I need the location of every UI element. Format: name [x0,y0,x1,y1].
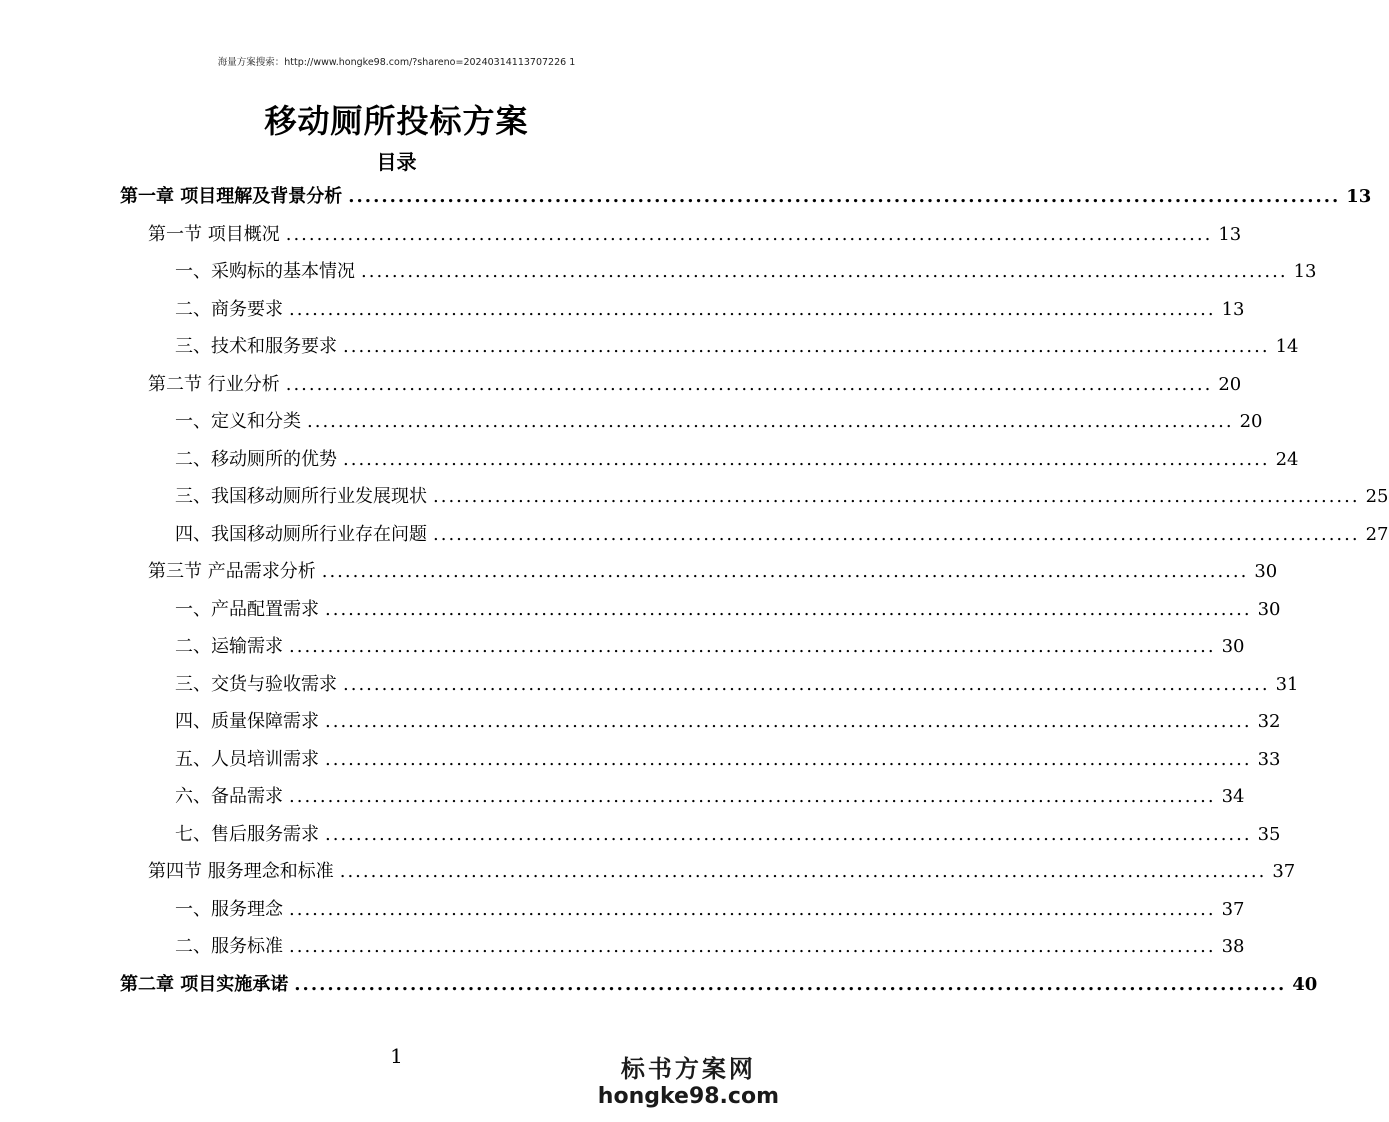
toc-entry-page: 14 [1275,336,1299,357]
toc-entry-label: 第一节 项目概况 [148,223,280,245]
toc-entry-label: 一、定义和分类 [175,411,301,432]
toc-entry-page: 13 [1218,223,1242,245]
toc-entry[interactable] [148,218,1242,252]
toc-leader-dots: ........................................................................................................................ [289,786,1216,807]
toc-entry-label: 四、我国移动厕所行业存在问题 [175,523,427,545]
toc-entry[interactable] [148,555,1278,589]
toc-entry-label: 三、交货与验收需求 [175,673,337,695]
toc-entry-page: 31 [1275,673,1299,695]
toc-entry[interactable] [175,705,1281,739]
toc-entry-page: 30 [1221,636,1245,657]
toc-entry-page: 25 [1365,486,1389,507]
toc-entry-page: 30 [1254,561,1278,582]
toc-entry[interactable] [175,330,1299,364]
toc-leader-dots: ........................................................................................................................ [325,598,1252,620]
toc-leader-dots: ........................................................................................................................ [307,411,1234,432]
toc-entry[interactable] [175,443,1299,477]
toc-entry-label: 一、采购标的基本情况 [175,261,355,282]
toc-entry[interactable] [175,743,1281,777]
toc-leader-dots: ........................................................................................................................ [285,223,1213,245]
toc-entry[interactable] [175,518,1389,552]
toc-entry[interactable] [175,255,1317,289]
toc-leader-dots: ........................................................................................................................ [343,448,1270,470]
toc-entry[interactable] [175,668,1299,702]
toc-entry-label: 二、运输需求 [175,636,283,657]
toc-leader-dots: ........................................................................................................................ [433,523,1360,545]
toc-leader-dots: ........................................................................................................................ [321,561,1249,582]
toc-entry-page: 34 [1221,786,1245,807]
toc-entry[interactable] [175,930,1245,964]
toc-leader-dots: ........................................................................................................................ [339,861,1267,882]
toc-entry-label: 二、商务要求 [175,298,283,320]
toc-entry-page: 13 [1346,186,1372,207]
toc-entry-label: 二、服务标准 [175,936,283,957]
toc-entry[interactable] [175,893,1245,927]
toc-entry-label: 第四节 服务理念和标准 [148,861,334,882]
toc-entry-label: 三、我国移动厕所行业发展现状 [175,486,427,507]
toc-entry-page: 37 [1272,861,1296,882]
toc-heading: 目录 [376,150,417,174]
toc-entry-page: 33 [1257,748,1281,770]
toc-entry-page: 13 [1221,298,1245,320]
toc-leader-dots: ........................................................................................................................ [361,261,1288,282]
toc-leader-dots: ........................................................................................................................ [325,711,1252,732]
toc-entry[interactable] [175,405,1263,439]
page-number: 1 [390,1044,403,1068]
toc-entry-label: 五、人员培训需求 [175,748,319,770]
toc-leader-dots: ........................................................................................................................ [343,336,1270,357]
watermark-name: 标书方案网 [620,1055,756,1083]
toc-entry-label: 一、产品配置需求 [175,598,319,620]
toc-entry[interactable] [175,293,1245,327]
toc-entry[interactable] [120,968,1318,1002]
toc-entry-page: 30 [1257,598,1281,620]
toc-leader-dots: ........................................................................................................................ [289,636,1216,657]
toc-entry-label: 一、服务理念 [175,898,283,920]
toc-entry-label: 六、备品需求 [175,786,283,807]
watermark-url: hongke98.com [597,1084,779,1109]
toc-entry-page: 20 [1239,411,1263,432]
toc-leader-dots: ........................................................................................................................ [294,973,1287,995]
toc-entry-label: 七、售后服务需求 [175,823,319,845]
toc-entry-label: 第一章 项目理解及背景分析 [120,186,343,207]
toc-leader-dots: ........................................................................................................................ [289,298,1216,320]
toc-entry-label: 第二节 行业分析 [148,373,280,395]
toc-entry[interactable] [175,818,1281,852]
toc-leader-dots: ........................................................................................................................ [343,673,1270,695]
toc-entry[interactable] [175,480,1389,514]
toc-entry[interactable] [175,593,1281,627]
toc-entry-page: 40 [1292,973,1318,995]
toc-entry-page: 35 [1257,823,1281,845]
toc-entry-page: 27 [1365,523,1389,545]
toc-entry-label: 第三节 产品需求分析 [148,561,316,582]
toc-leader-dots: ........................................................................................................................ [433,486,1360,507]
toc-entry-page: 37 [1221,898,1245,920]
toc-entry-page: 32 [1257,711,1281,732]
toc-entry-page: 24 [1275,448,1299,470]
toc-leader-dots: ........................................................................................................................ [348,186,1341,207]
toc-leader-dots: ........................................................................................................................ [325,748,1252,770]
toc-entry-label: 第二章 项目实施承诺 [120,973,289,995]
toc-leader-dots: ........................................................................................................................ [325,823,1252,845]
toc-entry[interactable] [148,855,1296,889]
document-title: 移动厕所投标方案 [264,102,529,140]
toc-entry[interactable] [175,780,1245,814]
toc-entry[interactable] [148,368,1242,402]
toc-leader-dots: ........................................................................................................................ [285,373,1213,395]
toc-entry-label: 三、技术和服务要求 [175,336,337,357]
toc-entry-label: 四、质量保障需求 [175,711,319,732]
toc-leader-dots: ........................................................................................................................ [289,898,1216,920]
toc-entry-page: 20 [1218,373,1242,395]
toc-entry-label: 二、移动厕所的优势 [175,448,337,470]
toc-entry[interactable] [175,630,1245,664]
toc-leader-dots: ........................................................................................................................ [289,936,1216,957]
header-url: 海量方案搜索：http://www.hongke98.com/?shareno=20240314113707226 1 [217,57,576,68]
toc-entry[interactable] [120,180,1372,214]
toc-entry-page: 13 [1293,261,1317,282]
toc-entry-page: 38 [1221,936,1245,957]
watermark-logo [598,1054,779,1110]
